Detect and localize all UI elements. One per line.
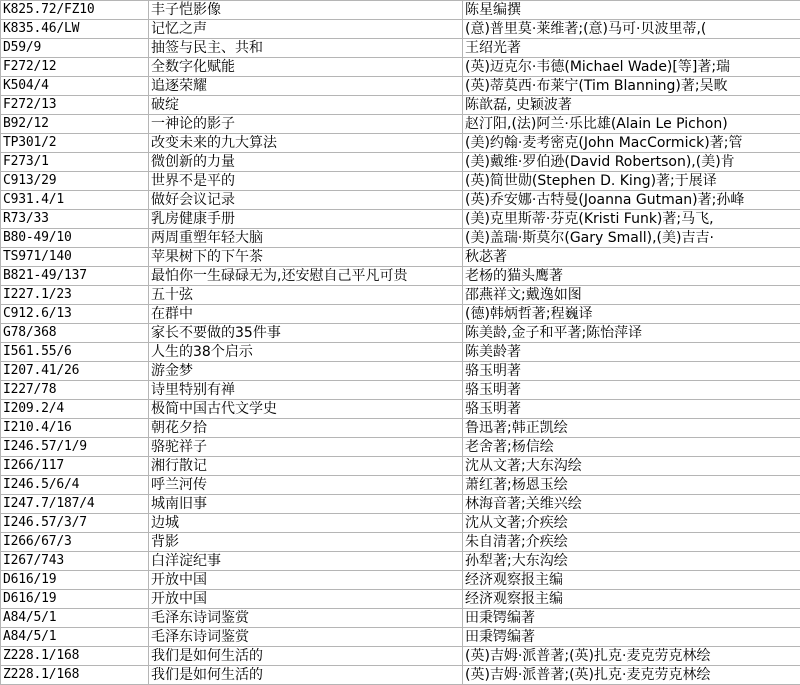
call-number-cell[interactable]: I267/743 bbox=[1, 552, 149, 571]
call-number-cell[interactable]: I246.57/1/9 bbox=[1, 438, 149, 457]
call-number-cell[interactable]: I246.5/6/4 bbox=[1, 476, 149, 495]
table-row bbox=[1, 191, 800, 210]
table-row bbox=[1, 571, 800, 590]
call-number-cell[interactable]: C912.6/13 bbox=[1, 305, 149, 324]
call-number-cell[interactable]: TP301/2 bbox=[1, 134, 149, 153]
author-cell[interactable]: 老杨的猫头鹰著 bbox=[463, 267, 800, 286]
table-row bbox=[1, 628, 800, 647]
title-cell[interactable]: 毛泽东诗词鉴赏 bbox=[149, 609, 463, 628]
title-cell[interactable]: 丰子恺影像 bbox=[149, 1, 463, 20]
title-cell[interactable]: 抽签与民主、共和 bbox=[149, 39, 463, 58]
call-number-cell[interactable]: I561.55/6 bbox=[1, 343, 149, 362]
title-cell[interactable]: 我们是如何生活的 bbox=[149, 666, 463, 685]
table-row bbox=[1, 438, 800, 457]
table-row bbox=[1, 229, 800, 248]
call-number-cell[interactable]: F272/12 bbox=[1, 58, 149, 77]
call-number-cell[interactable]: I210.4/16 bbox=[1, 419, 149, 438]
call-number-cell[interactable]: I227.1/23 bbox=[1, 286, 149, 305]
table-row bbox=[1, 552, 800, 571]
table-row bbox=[1, 39, 800, 58]
call-number-cell[interactable]: I266/67/3 bbox=[1, 533, 149, 552]
title-cell[interactable]: 一神论的影子 bbox=[149, 115, 463, 134]
table-row bbox=[1, 115, 800, 134]
title-cell[interactable]: 白洋淀纪事 bbox=[149, 552, 463, 571]
call-number-cell[interactable]: R73/33 bbox=[1, 210, 149, 229]
title-cell[interactable]: 城南旧事 bbox=[149, 495, 463, 514]
title-cell[interactable]: 背影 bbox=[149, 533, 463, 552]
call-number-cell[interactable]: B821-49/137 bbox=[1, 267, 149, 286]
call-number-cell[interactable]: I209.2/4 bbox=[1, 400, 149, 419]
author-cell[interactable]: 陈星编撰 bbox=[463, 1, 800, 20]
call-number-cell[interactable]: F273/1 bbox=[1, 153, 149, 172]
call-number-cell[interactable]: K825.72/FZ10 bbox=[1, 1, 149, 20]
author-cell[interactable]: 赵汀阳,(法)阿兰·乐比雄(Alain Le Pichon) bbox=[463, 115, 800, 134]
author-cell[interactable]: 秋苾著 bbox=[463, 248, 800, 267]
author-cell[interactable]: 陈歆磊, 史颖波著 bbox=[463, 96, 800, 115]
author-cell[interactable]: (英)吉姆·派普著;(英)扎克·麦克劳克林绘 bbox=[463, 666, 800, 685]
table-row bbox=[1, 267, 800, 286]
title-cell[interactable]: 人生的38个启示 bbox=[149, 343, 463, 362]
call-number-cell[interactable]: B92/12 bbox=[1, 115, 149, 134]
title-cell[interactable]: 湘行散记 bbox=[149, 457, 463, 476]
title-cell[interactable]: 朝花夕拾 bbox=[149, 419, 463, 438]
call-number-cell[interactable]: D59/9 bbox=[1, 39, 149, 58]
title-cell[interactable]: 游金梦 bbox=[149, 362, 463, 381]
title-cell[interactable]: 开放中国 bbox=[149, 590, 463, 609]
table-row bbox=[1, 248, 800, 267]
table-row bbox=[1, 381, 800, 400]
title-cell[interactable]: 骆驼祥子 bbox=[149, 438, 463, 457]
table-row bbox=[1, 1, 800, 20]
table-row bbox=[1, 400, 800, 419]
author-cell[interactable]: 田秉锷编著 bbox=[463, 609, 800, 628]
author-cell[interactable]: 骆玉明著 bbox=[463, 362, 800, 381]
author-cell[interactable]: 朱自清著;介疾绘 bbox=[463, 533, 800, 552]
author-cell[interactable]: 林海音著;关维兴绘 bbox=[463, 495, 800, 514]
title-cell[interactable]: 家长不要做的35件事 bbox=[149, 324, 463, 343]
title-cell[interactable]: 两周重塑年轻大脑 bbox=[149, 229, 463, 248]
table-row bbox=[1, 476, 800, 495]
title-cell[interactable]: 五十弦 bbox=[149, 286, 463, 305]
table-row bbox=[1, 514, 800, 533]
call-number-cell[interactable]: K835.46/LW bbox=[1, 20, 149, 39]
title-cell[interactable]: 极简中国古代文学史 bbox=[149, 400, 463, 419]
title-cell[interactable]: 做好会议记录 bbox=[149, 191, 463, 210]
call-number-cell[interactable]: G78/368 bbox=[1, 324, 149, 343]
author-cell[interactable]: 经济观察报主编 bbox=[463, 590, 800, 609]
author-cell[interactable]: (美)盖瑞·斯莫尔(Gary Small),(美)吉吉· bbox=[463, 229, 800, 248]
title-cell[interactable]: 世界不是平的 bbox=[149, 172, 463, 191]
table-row bbox=[1, 305, 800, 324]
title-cell[interactable]: 微创新的力量 bbox=[149, 153, 463, 172]
call-number-cell[interactable]: C913/29 bbox=[1, 172, 149, 191]
spreadsheet-body bbox=[1, 1, 800, 685]
call-number-cell[interactable]: I246.57/3/7 bbox=[1, 514, 149, 533]
author-cell[interactable]: (英)迈克尔·韦德(Michael Wade)[等]著;瑞 bbox=[463, 58, 800, 77]
author-cell[interactable]: 王绍光著 bbox=[463, 39, 800, 58]
title-cell[interactable]: 我们是如何生活的 bbox=[149, 647, 463, 666]
table-row bbox=[1, 419, 800, 438]
title-cell[interactable]: 诗里特别有禅 bbox=[149, 381, 463, 400]
title-cell[interactable]: 边城 bbox=[149, 514, 463, 533]
table-row bbox=[1, 647, 800, 666]
author-cell[interactable]: (英)蒂莫西·布莱宁(Tim Blanning)著;吴畋 bbox=[463, 77, 800, 96]
table-row bbox=[1, 343, 800, 362]
call-number-cell[interactable]: K504/4 bbox=[1, 77, 149, 96]
call-number-cell[interactable]: A84/5/1 bbox=[1, 609, 149, 628]
call-number-cell[interactable]: D616/19 bbox=[1, 590, 149, 609]
author-cell[interactable]: 骆玉明著 bbox=[463, 400, 800, 419]
author-cell[interactable]: 陈美龄,金子和平著;陈怡萍译 bbox=[463, 324, 800, 343]
table-row bbox=[1, 609, 800, 628]
table-row bbox=[1, 210, 800, 229]
author-cell[interactable]: 沈从文著;大东沟绘 bbox=[463, 457, 800, 476]
author-cell[interactable]: 邵燕祥文;戴逸如图 bbox=[463, 286, 800, 305]
call-number-cell[interactable]: A84/5/1 bbox=[1, 628, 149, 647]
call-number-cell[interactable]: I227/78 bbox=[1, 381, 149, 400]
title-cell[interactable]: 呼兰河传 bbox=[149, 476, 463, 495]
author-cell[interactable]: 萧红著;杨恩玉绘 bbox=[463, 476, 800, 495]
table-row bbox=[1, 495, 800, 514]
title-cell[interactable]: 全数字化赋能 bbox=[149, 58, 463, 77]
title-cell[interactable]: 记忆之声 bbox=[149, 20, 463, 39]
author-cell[interactable]: (美)克里斯蒂·芬克(Kristi Funk)著;马飞, bbox=[463, 210, 800, 229]
author-cell[interactable]: 田秉锷编著 bbox=[463, 628, 800, 647]
call-number-cell[interactable]: I247.7/187/4 bbox=[1, 495, 149, 514]
table-row bbox=[1, 96, 800, 115]
call-number-cell[interactable]: I207.41/26 bbox=[1, 362, 149, 381]
title-cell[interactable]: 乳房健康手册 bbox=[149, 210, 463, 229]
author-cell[interactable]: (美)戴维·罗伯逊(David Robertson),(美)肯 bbox=[463, 153, 800, 172]
table-row bbox=[1, 324, 800, 343]
table-row bbox=[1, 533, 800, 552]
call-number-cell[interactable]: D616/19 bbox=[1, 571, 149, 590]
title-cell[interactable]: 改变未来的九大算法 bbox=[149, 134, 463, 153]
table-row bbox=[1, 457, 800, 476]
call-number-cell[interactable]: Z228.1/168 bbox=[1, 666, 149, 685]
table-row bbox=[1, 286, 800, 305]
author-cell[interactable]: (美)约翰·麦考密克(John MacCormick)著;管 bbox=[463, 134, 800, 153]
title-cell[interactable]: 在群中 bbox=[149, 305, 463, 324]
author-cell[interactable]: (英)简世勋(Stephen D. King)著;于展译 bbox=[463, 172, 800, 191]
author-cell[interactable]: (英)乔安娜·古特曼(Joanna Gutman)著;孙峰 bbox=[463, 191, 800, 210]
title-cell[interactable]: 破绽 bbox=[149, 96, 463, 115]
title-cell[interactable]: 毛泽东诗词鉴赏 bbox=[149, 628, 463, 647]
title-cell[interactable]: 苹果树下的下午茶 bbox=[149, 248, 463, 267]
table-row bbox=[1, 590, 800, 609]
table-row bbox=[1, 77, 800, 96]
author-cell[interactable]: 孙犁著;大东沟绘 bbox=[463, 552, 800, 571]
table-row bbox=[1, 134, 800, 153]
author-cell[interactable]: 沈从文著;介疾绘 bbox=[463, 514, 800, 533]
author-cell[interactable]: 经济观察报主编 bbox=[463, 571, 800, 590]
author-cell[interactable]: 鲁迅著;韩正凯绘 bbox=[463, 419, 800, 438]
call-number-cell[interactable]: B80-49/10 bbox=[1, 229, 149, 248]
call-number-cell[interactable]: Z228.1/168 bbox=[1, 647, 149, 666]
author-cell[interactable]: 老舍著;杨信绘 bbox=[463, 438, 800, 457]
author-cell[interactable]: 骆玉明著 bbox=[463, 381, 800, 400]
title-cell[interactable]: 最怕你一生碌碌无为,还安慰自己平凡可贵 bbox=[149, 267, 463, 286]
call-number-cell[interactable]: F272/13 bbox=[1, 96, 149, 115]
table-row bbox=[1, 153, 800, 172]
title-cell[interactable]: 追逐荣耀 bbox=[149, 77, 463, 96]
author-cell[interactable]: (意)普里莫·莱维著;(意)马可·贝波里蒂,( bbox=[463, 20, 800, 39]
title-cell[interactable]: 开放中国 bbox=[149, 571, 463, 590]
table-row bbox=[1, 58, 800, 77]
call-number-cell[interactable]: TS971/140 bbox=[1, 248, 149, 267]
call-number-cell[interactable]: C931.4/1 bbox=[1, 191, 149, 210]
table-row bbox=[1, 172, 800, 191]
table-row bbox=[1, 362, 800, 381]
table-row bbox=[1, 20, 800, 39]
table-row bbox=[1, 666, 800, 685]
author-cell[interactable]: (英)吉姆·派普著;(英)扎克·麦克劳克林绘 bbox=[463, 647, 800, 666]
author-cell[interactable]: (德)韩炳哲著;程巍译 bbox=[463, 305, 800, 324]
author-cell[interactable]: 陈美龄著 bbox=[463, 343, 800, 362]
call-number-cell[interactable]: I266/117 bbox=[1, 457, 149, 476]
